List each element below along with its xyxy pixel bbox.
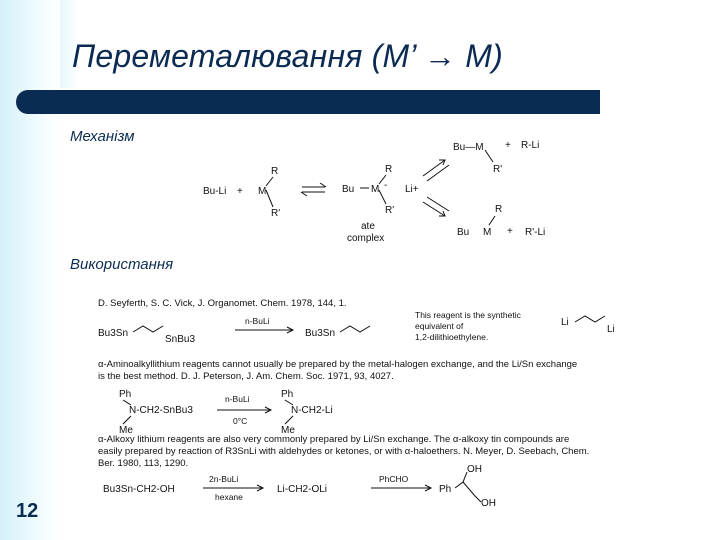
prod2-r: R — [495, 204, 503, 215]
r3-reagent: 2n-BuLi — [209, 474, 239, 484]
title-arrow: → — [423, 38, 457, 74]
prod2-m: M — [483, 227, 492, 238]
heading-mechanism: Механізм — [70, 128, 135, 145]
mech-bond-up — [266, 177, 273, 186]
ate-m: M — [371, 184, 380, 195]
mech-r-prime: R' — [271, 208, 281, 219]
para2-line-2: easily prepared by reaction of R3SnLi with aldehydes or ketones, or with α-haloethers. N. Meyer, D. Seebach, Chem. — [98, 446, 590, 457]
prod2-right: R'-Li — [525, 227, 546, 238]
ate-r-prime: R' — [385, 205, 395, 216]
r1-right-group: SnBu3 — [165, 334, 196, 345]
title-text-end: M) — [456, 38, 503, 74]
para2-line-3: Ber. 1980, 113, 1290. — [98, 458, 189, 469]
mech-bond-down — [266, 190, 273, 207]
note-line-1: This reagent is the synthetic — [415, 310, 521, 320]
mech-m: M — [258, 186, 267, 197]
r1-product-alkene — [340, 326, 370, 332]
r3-oh-bottom: OH — [481, 498, 496, 509]
complex-label: complex — [347, 233, 385, 244]
note-line-2: equivalent of — [415, 321, 464, 331]
mech-reactant: Bu-Li — [203, 186, 227, 197]
r3-solvent: hexane — [215, 492, 243, 502]
para1-line-2: is the best method. D. J. Peterson, J. Am. Chem. Soc. 1971, 93, 4027. — [98, 371, 394, 382]
prod1-right: R-Li — [521, 140, 540, 151]
ate-bond-down — [379, 190, 386, 204]
mech-r: R — [271, 166, 279, 177]
title-underline-bar — [16, 90, 600, 114]
r2-reagent: n-BuLi — [225, 394, 250, 404]
r3-mid: Li-CH2-OLi — [277, 484, 328, 495]
heading-usage: Використання — [70, 256, 174, 273]
note-alkene — [575, 316, 605, 322]
ref-seyferth: D. Seyferth, S. C. Vick, J. Organomet. Chem. 1978, 144, 1. — [98, 298, 347, 309]
r1-product: Bu3Sn — [305, 328, 336, 339]
slide-title — [72, 38, 632, 75]
ate-bu: Bu — [342, 184, 355, 195]
ate-charge: - — [384, 180, 388, 191]
r2-prod-ph: Ph — [281, 389, 294, 400]
left-decor-band — [0, 0, 60, 540]
r2-prod-me: Me — [281, 425, 295, 436]
r1-left-group: Bu3Sn — [98, 328, 129, 339]
prod2-plus: + — [507, 226, 513, 237]
prod2-bu: Bu — [457, 227, 470, 238]
r3-reagent-2: PhCHO — [379, 474, 409, 484]
prod1-plus: + — [505, 140, 511, 151]
ate-label: ate — [361, 221, 375, 232]
prod1-left: Bu—M — [453, 142, 484, 153]
r3-left: Bu3Sn-CH2-OH — [103, 484, 175, 495]
mechanism-scheme — [195, 128, 585, 248]
para2-line-1: α-Alkoxy lithium reagents are also very commonly prepared by Li/Sn exchange. The α-alkoxy tin compounds are — [98, 434, 570, 445]
prod1-r-prime: R' — [493, 164, 503, 175]
r3-oh-top: OH — [467, 464, 482, 475]
title-text: Переметалювання (M’ — [72, 38, 424, 74]
usage-scheme — [95, 292, 655, 514]
equilibrium-arrow — [301, 183, 326, 196]
prod2-bond — [489, 216, 495, 225]
r2-chain: N-CH2-SnBu3 — [129, 405, 193, 416]
li-plus: Li+ — [405, 184, 419, 195]
r2-temp: 0°C — [233, 416, 248, 426]
page-number: 12 — [16, 500, 39, 522]
r3-ph: Ph — [439, 484, 452, 495]
branch-arrow-up — [423, 160, 449, 181]
note-li-b: Li — [607, 324, 615, 335]
prod1-bond — [485, 150, 493, 162]
ate-r: R — [385, 164, 393, 175]
branch-arrow-down — [423, 197, 449, 216]
r2-me: Me — [119, 425, 133, 436]
para1-line-1: α-Aminoalkyllithium reagents cannot usually be prepared by the metal-halogen exchange, and the Li/Sn exchange — [98, 359, 578, 370]
note-line-3: 1,2-dilithioethylene. — [415, 332, 489, 342]
r1-alkene — [133, 326, 163, 332]
mech-plus: + — [237, 186, 243, 197]
r1-reagent: n-BuLi — [245, 316, 270, 326]
r2-ph: Ph — [119, 389, 132, 400]
note-li-a: Li — [561, 317, 569, 328]
r2-prod-chain: N-CH2-Li — [291, 405, 333, 416]
